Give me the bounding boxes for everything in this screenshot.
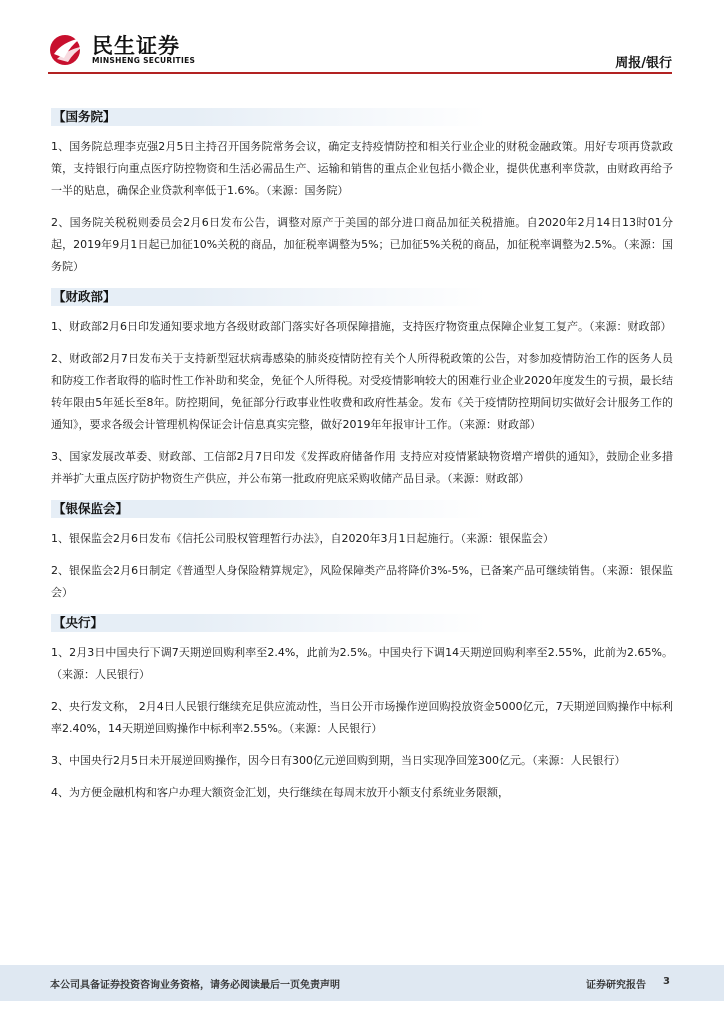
paragraph: 1、财政部2月6日印发通知要求地方各级财政部门落实好各项保障措施，支持医疗物资重点保障企业复工复产。（来源：财政部）: [51, 320, 672, 333]
paragraph: 1、2月3日中国央行下调7天期逆回购利率至2.4%，此前为2.5%。中国央行下调14天期逆回购利率至2.55%，此前为2.65%。（来源：人民银行）: [51, 646, 673, 681]
logo-text-en: MINSHENG SECURITIES: [92, 56, 196, 65]
paragraph: 2、银保监会2月6日制定《普通型人身保险精算规定》，风险保障类产品将降价3%-5%，已备案产品可继续销售。（来源：银保监会）: [51, 564, 673, 599]
footer-disclaimer: 本公司具备证券投资咨询业务资格，请务必阅读最后一页免责声明: [50, 980, 340, 991]
paragraph: 2、财政部2月7日发布关于支持新型冠状病毒感染的肺炎疫情防控有关个人所得税政策的公告，对参加疫情防治工作的医务人员和防疫工作者取得的临时性工作补助和奖金，免征个人所得税。对受疫情影响较大的困难行业企业2020年度发生的亏损，最长结转年限由5年延长至8年。防控期间，免征部分行政事业性收费和政府性基金。发布《关于疫情防控期间切实做好会计服务工作的通知》，要求各级会计管理机构保证会计信息真实完整，做好2019年年报审计工作。（来源：财政部）: [51, 352, 673, 431]
section-title: 【银保监会】: [51, 500, 673, 518]
section-cbirc: [51, 500, 673, 604]
logo-text-cn: 民生证券: [92, 34, 180, 58]
paragraph: 1、银保监会2月6日发布《信托公司股权管理暂行办法》，自2020年3月1日起施行。（来源：银保监会）: [51, 532, 554, 545]
section-title: 【国务院】: [51, 108, 673, 126]
report-type: 周报/银行: [615, 56, 672, 71]
paragraph: 1、国务院总理李克强2月5日主持召开国务院常务会议，确定支持疫情防控和相关行业企业的财税金融政策。用好专项再贷款政策，支持银行向重点医疗防控物资和生活必需品生产、运输和销售的重点企业包括小微企业，提供优惠利率贷款，由财政再给予一半的贴息，确保企业贷款利率低于1.6%。（来源：国务院）: [51, 140, 673, 197]
paragraph: 2、央行发文称， 2月4日人民银行继续充足供应流动性，当日公开市场操作逆回购投放资金5000亿元，7天期逆回购操作中标利率2.40%，14天期逆回购操作中标利率2.55%。（来源：人民银行）: [51, 700, 673, 735]
section-ministry-of-finance: [51, 288, 673, 490]
paragraph: 2、国务院关税税则委员会2月6日发布公告，调整对原产于美国的部分进口商品加征关税措施。自2020年2月14日13时01分起，2019年9月1日起已加征10%关税的商品，加征税率调整为5%；已加征5%关税的商品，加征税率调整为2.5%。（来源：国务院）: [51, 216, 673, 273]
paragraph: 4、为方便金融机构和客户办理大额资金汇划，央行继续在每周末放开小额支付系统业务限额，: [51, 786, 509, 799]
page-number: 3: [663, 976, 670, 987]
header-divider: [48, 72, 672, 74]
page-header: [0, 0, 724, 80]
section-title: 【财政部】: [51, 288, 673, 306]
minsheng-logo-icon: [48, 32, 86, 66]
paragraph: 3、中国央行2月5日未开展逆回购操作，因今日有300亿元逆回购到期，当日实现净回笼300亿元。（来源：人民银行）: [51, 754, 626, 767]
company-logo: [48, 30, 196, 70]
footer-label: 证券研究报告: [586, 980, 646, 991]
section-central-bank: [51, 614, 673, 804]
main-content: [51, 108, 673, 814]
paragraph: 3、国家发展改革委、财政部、工信部2月7日印发《发挥政府储备作用 支持应对疫情紧缺物资增产增供的通知》，鼓励企业多措并举扩大重点医疗防护物资生产供应，并公布第一批政府兜底采购收储产品目录。（来源：财政部）: [51, 450, 673, 485]
section-title: 【央行】: [51, 614, 673, 632]
section-state-council: [51, 108, 673, 278]
